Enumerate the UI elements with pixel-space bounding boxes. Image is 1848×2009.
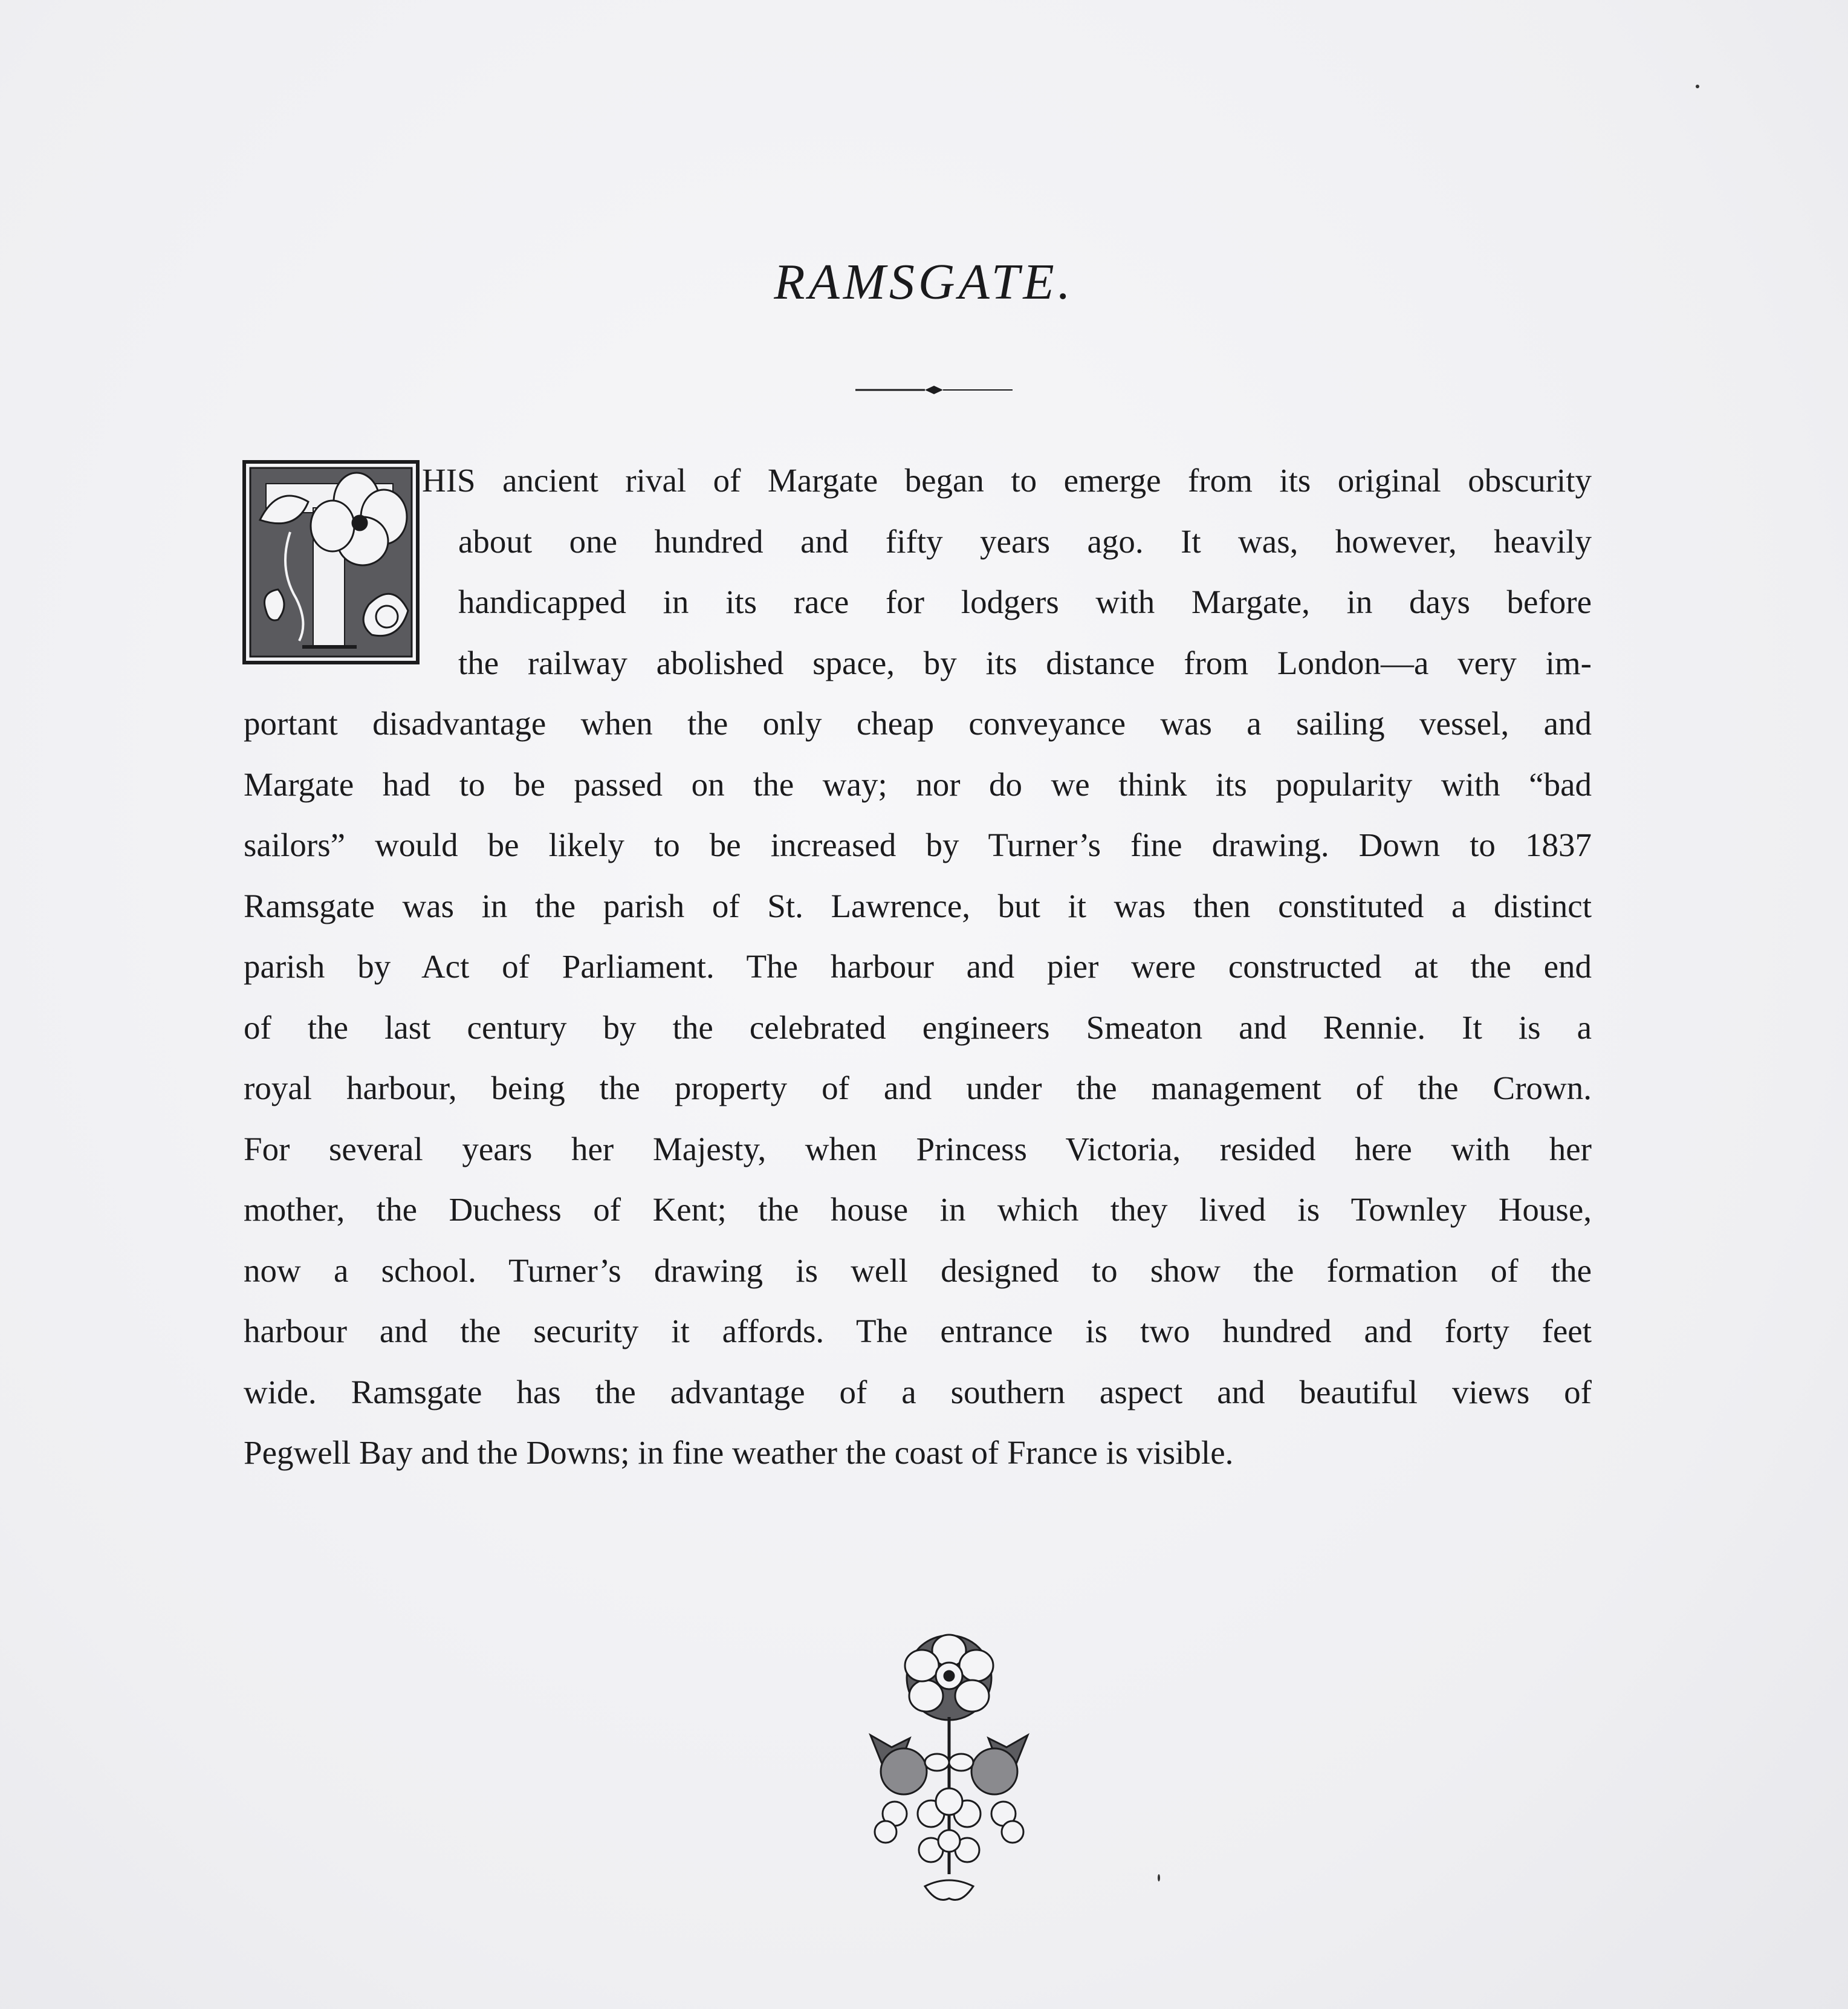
ornamental-rule-icon [855, 381, 1013, 399]
text-line: HIS ancient rival of Margate began to emerge from its original obscurity [422, 462, 1592, 499]
paper-speck [1696, 85, 1699, 88]
text-line: now a school. Turner’s drawing is well designed to show the formation of the [244, 1251, 1592, 1289]
floral-thistle-shamrock-icon [858, 1632, 1040, 1910]
text-line: wide. Ramsgate has the advantage of a southern aspect and beautiful views of [244, 1373, 1592, 1410]
text-line: Margate had to be passed on the way; nor do we think its popularity with “bad [244, 765, 1592, 803]
text-line: handicapped in its race for lodgers with Margate, in days before [458, 583, 1592, 620]
text-line: portant disadvantage when the only cheap conveyance was a sailing vessel, and [244, 705, 1592, 742]
text-line: parish by Act of Parliament. The harbour and pier were constructed at the end [244, 948, 1592, 985]
text-line: Ramsgate was in the parish of St. Lawrence, but it was then constituted a distinct [244, 887, 1592, 924]
text-line: For several years her Majesty, when Princess Victoria, resided here with her [244, 1130, 1592, 1167]
text-line: the railway abolished space, by its distance from London—a very im- [458, 644, 1592, 681]
paper-speck [1158, 1874, 1160, 1881]
text-line: sailors” would be likely to be increased by Turner’s fine drawing. Down to 1837 [244, 826, 1592, 863]
text-line: Pegwell Bay and the Downs; in fine weather the coast of France is visible. [244, 1434, 1234, 1471]
text-line: harbour and the security it affords. The entrance is two hundred and forty feet [244, 1313, 1592, 1349]
page-title: RAMSGATE. [774, 254, 1074, 310]
text-line: of the last century by the celebrated engineers Smeaton and Rennie. It is a [244, 1008, 1592, 1046]
text-line: about one hundred and fifty years ago. It was, however, heavily [458, 522, 1592, 560]
body-paragraph [244, 450, 1592, 1484]
text-line: mother, the Duchess of Kent; the house in which they lived is Townley House, [244, 1191, 1592, 1228]
text-line: royal harbour, being the property of and under the management of the Crown. [244, 1069, 1592, 1106]
